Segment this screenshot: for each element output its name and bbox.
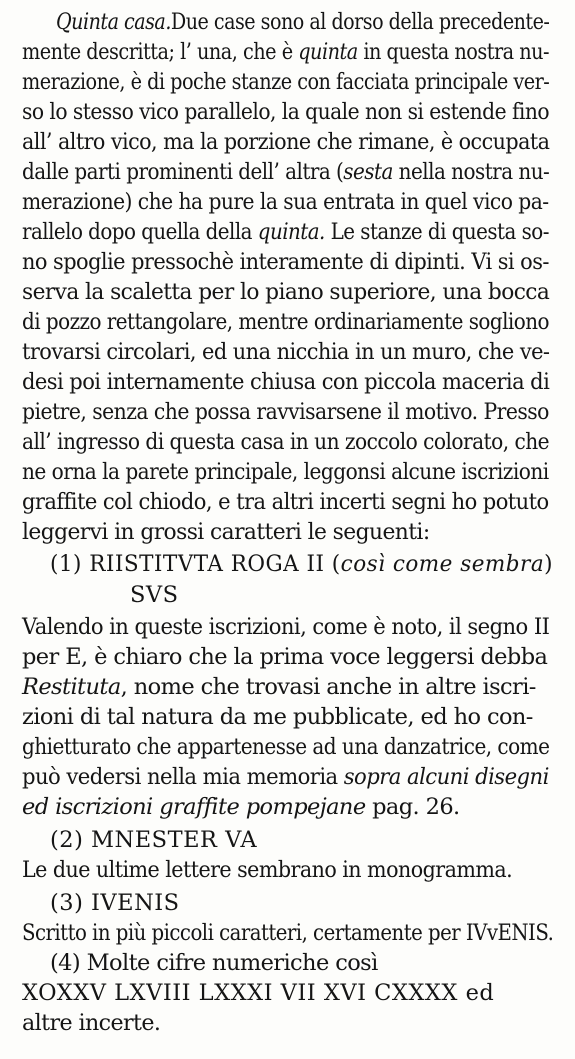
text-segment: desi poi internamente chiusa con piccola maceria di: [22, 369, 550, 395]
text-segment: dalle parti prominenti dell’ altra (: [22, 159, 344, 185]
text-line: [130, 580, 180, 610]
line-content: [50, 948, 378, 978]
line-content: [22, 732, 549, 762]
text-segment: (3) IVENIS: [50, 890, 180, 916]
text-segment: serva la scaletta per lo piano superiore, una bocca: [22, 279, 550, 305]
text-segment: in questa nostra nu-: [357, 39, 550, 65]
text-segment: graffite col chiodo, e tra altri incerti segni ho potuto: [22, 489, 549, 515]
line-content: [50, 549, 553, 579]
text-line: [56, 7, 549, 37]
text-segment: altre incerte.: [22, 1010, 161, 1036]
text-line: [22, 732, 549, 762]
line-content: [22, 457, 549, 487]
text-line: [22, 978, 553, 1008]
italic-text-segment: Quinta casa.: [56, 9, 171, 35]
line-content: [56, 7, 549, 37]
text-line: [22, 157, 549, 187]
text-line: [22, 187, 549, 217]
italic-text-segment: sopra alcuni disegni: [343, 764, 549, 790]
text-segment: pag. 26.: [365, 794, 460, 820]
line-content: [50, 825, 257, 855]
line-content: [22, 427, 549, 457]
line-content: [22, 37, 549, 67]
text-line: [22, 97, 549, 127]
text-segment: di pozzo rettangolare, mentre ordinariamente sogliono: [22, 309, 550, 335]
text-segment: Due case sono al dorso della precedente-: [170, 9, 550, 35]
text-segment: ne orna la parete principale, leggonsi alcune iscrizioni: [22, 459, 549, 485]
text-segment: (1) RIISTITVTA ROGA II (: [50, 551, 341, 577]
text-segment: XOXXV LXVIII LXXXI VII XVI CXXXX ed: [22, 980, 495, 1006]
text-segment: può vedersi nella mia memoria: [22, 764, 344, 790]
text-line: [22, 247, 549, 277]
line-content: [22, 277, 549, 307]
text-segment: mente descritta; l’ una, che è: [22, 39, 299, 65]
text-segment: trovarsi circolari, ed una nicchia in un muro, che ve-: [22, 339, 550, 365]
text-segment: per E, è chiaro che la prima voce leggersi debba: [22, 644, 548, 670]
line-content: [22, 397, 549, 427]
text-segment: all’ ingresso di questa casa in un zoccolo colorato, che: [22, 429, 550, 455]
line-content: [22, 487, 549, 517]
text-segment: rallelo dopo quella della: [22, 219, 258, 245]
text-segment: (2) MNESTER VA: [50, 827, 258, 853]
line-content: [22, 97, 549, 127]
text-segment: leggervi in grossi caratteri le seguenti:: [22, 519, 430, 545]
text-line: [22, 217, 549, 247]
line-content: [22, 367, 549, 397]
line-content: [22, 67, 549, 97]
text-segment: merazione, è di poche stanze con facciata principale ver-: [22, 69, 550, 95]
italic-text-segment: sesta: [343, 159, 393, 185]
line-content: [22, 792, 460, 822]
text-line: [22, 762, 549, 792]
line-content: [22, 307, 549, 337]
text-line: [22, 67, 549, 97]
text-line: [50, 825, 268, 855]
line-content: [22, 1008, 160, 1038]
text-segment: ghietturato che appartenesse ad una danzatrice, come: [22, 734, 550, 760]
line-content: [22, 127, 549, 157]
text-line: [22, 792, 460, 822]
line-content: [22, 217, 549, 247]
line-content: [22, 762, 549, 792]
text-segment: Scritto in più piccoli caratteri, certamente per IVvENIS.: [22, 920, 554, 946]
line-content: [22, 157, 549, 187]
text-segment: zioni di tal natura da me pubblicate, ed ho con-: [22, 704, 533, 730]
text-line: [22, 918, 553, 948]
italic-text-segment: quinta.: [257, 219, 325, 245]
text-line: [22, 1008, 160, 1038]
line-content: [22, 978, 494, 1008]
text-line: [22, 855, 512, 885]
text-line: [22, 277, 549, 307]
line-content: [22, 672, 536, 702]
text-line: [22, 702, 549, 732]
text-segment: Le stanze di questa so-: [324, 219, 549, 245]
text-segment: merazione) che ha pure la sua entrata in quel vico pa-: [22, 189, 549, 215]
text-line: [22, 127, 549, 157]
line-content: [22, 612, 549, 642]
text-line: [22, 642, 549, 672]
text-line: [22, 337, 549, 367]
line-content: [22, 517, 430, 547]
text-line: [22, 487, 549, 517]
line-content: [22, 702, 533, 732]
line-content: [22, 247, 549, 277]
line-content: [130, 580, 179, 610]
text-line: [22, 397, 549, 427]
text-line: [22, 517, 430, 547]
text-segment: all’ altro vico, ma la porzione che rimane, è occupata: [22, 129, 550, 155]
text-segment: Le due ultime lettere sembrano in monogramma.: [22, 857, 513, 883]
line-content: [22, 337, 549, 367]
italic-text-segment: ed iscrizioni graffite pompejane: [22, 794, 366, 820]
italic-text-segment: così come sembra: [340, 551, 545, 577]
text-segment: so lo stesso vico parallelo, la quale non si estende fino: [22, 99, 550, 125]
text-line: [22, 427, 549, 457]
text-line: [50, 948, 390, 978]
italic-text-segment: quinta: [298, 39, 358, 65]
line-content: [22, 855, 512, 885]
text-segment: pietre, senza che possa ravvisarsene il motivo. Presso: [22, 399, 549, 425]
line-content: [22, 187, 549, 217]
text-segment: nella nostra nu-: [392, 159, 550, 185]
text-line: [22, 367, 549, 397]
text-segment: ): [544, 551, 553, 577]
line-content: [50, 888, 180, 918]
text-line: [22, 672, 549, 702]
text-segment: Valendo in queste iscrizioni, come è noto, il segno II: [22, 614, 550, 640]
line-content: [22, 918, 553, 948]
text-line: [22, 612, 549, 642]
text-segment: SVS: [130, 582, 179, 608]
text-segment: , nome che trovasi anche in altre iscri-: [120, 674, 536, 700]
line-content: [22, 642, 547, 672]
text-segment: (4) Molte cifre numeriche così: [50, 950, 378, 976]
text-segment: no spoglie pressochè interamente di dipinti. Vi si os-: [22, 249, 549, 275]
text-line: [22, 457, 549, 487]
text-line: [22, 37, 549, 67]
text-line: [22, 307, 549, 337]
text-line: [50, 549, 553, 579]
italic-text-segment: Restituta: [22, 674, 121, 700]
text-line: [50, 888, 212, 918]
